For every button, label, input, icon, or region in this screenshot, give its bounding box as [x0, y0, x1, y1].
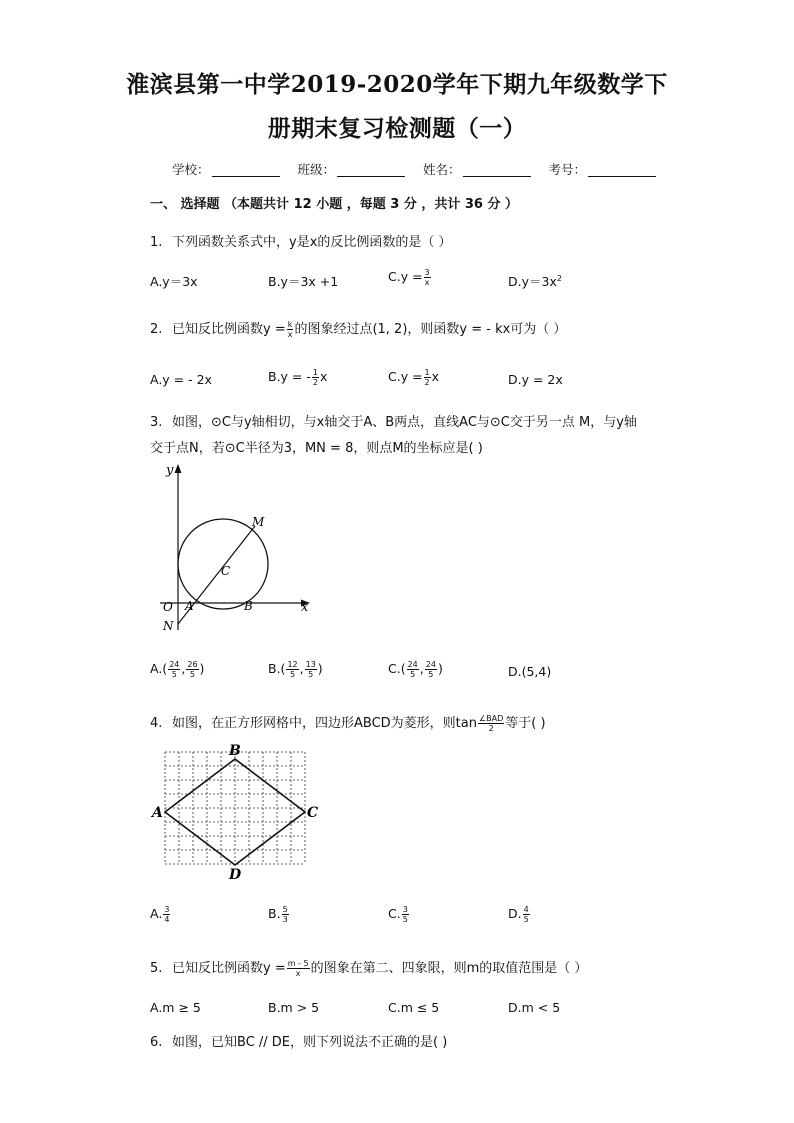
label-b: B — [229, 743, 241, 759]
q2-option-a[interactable]: A.y = - 2x — [150, 372, 212, 387]
fraction — [168, 660, 180, 679]
q5-option-a[interactable]: A.m ≥ 5 — [150, 1000, 201, 1015]
q1-option-d[interactable] — [508, 272, 562, 290]
question-text-post: 的图象经过点(1, 2)，则函数y = - kx可为（ ） — [294, 322, 567, 337]
student-info-row — [172, 160, 670, 178]
label-o: O — [163, 600, 173, 614]
fraction — [407, 660, 419, 679]
name-blank[interactable] — [463, 176, 531, 177]
question-text: 如图，已知BC // DE，则下列说法不正确的是( ) — [172, 1035, 448, 1050]
class-blank[interactable] — [337, 176, 405, 177]
option-text-post: x — [431, 369, 440, 384]
denominator: 2 — [312, 378, 318, 387]
fraction — [478, 714, 504, 733]
q3-option-b[interactable] — [268, 660, 323, 679]
dotted-grid — [165, 752, 305, 864]
numerator: 4 — [523, 905, 529, 914]
numerator: 26 — [187, 660, 198, 669]
option-text: C.y = — [388, 369, 423, 384]
school-blank[interactable] — [212, 176, 280, 177]
question-text-pre: 已知反比例函数y = — [172, 961, 286, 976]
numerator: 3 — [402, 905, 408, 914]
q5-option-b[interactable]: B.m > 5 — [268, 1000, 320, 1015]
numerator: m - 5 — [287, 959, 309, 968]
comma: , — [181, 661, 186, 676]
q4-figure-rhombus-grid — [148, 740, 328, 885]
fraction — [186, 660, 198, 679]
exponent: 2 — [556, 273, 562, 283]
denominator: 5 — [189, 670, 195, 679]
label-n: N — [163, 619, 174, 633]
question-number: 4. — [150, 716, 163, 731]
numerator: 3 — [164, 905, 170, 914]
option-text: C.y = — [388, 269, 423, 284]
denominator: 5 — [523, 915, 529, 924]
denominator: 5 — [410, 670, 416, 679]
close-paren: ) — [317, 661, 323, 676]
fraction — [282, 905, 289, 924]
option-text: A. — [150, 906, 163, 921]
numerator: 24 — [425, 660, 436, 669]
q1-option-c[interactable] — [388, 268, 432, 287]
q3-option-d[interactable]: D.(5,4) — [508, 664, 552, 679]
fraction — [523, 905, 530, 924]
q2-option-b[interactable] — [268, 368, 327, 387]
option-text: B.y = - — [268, 369, 311, 384]
denominator: 2 — [424, 378, 430, 387]
numerator: 24 — [407, 660, 418, 669]
question-number: 2. — [150, 322, 163, 337]
numerator: 12 — [287, 660, 298, 669]
question-3 — [150, 411, 637, 430]
q1-option-a[interactable]: A.y＝3x — [150, 274, 198, 289]
class-label: 班级： — [297, 162, 336, 177]
label-d: D — [229, 867, 242, 883]
label-x: x — [301, 600, 309, 615]
denominator: x — [287, 330, 293, 339]
numerator: 13 — [305, 660, 316, 669]
denominator: 5 — [402, 915, 408, 924]
q3-figure-circle-axes — [150, 458, 320, 636]
q2-option-d[interactable]: D.y = 2x — [508, 372, 563, 387]
q4-option-c[interactable] — [388, 905, 410, 924]
q4-option-d[interactable] — [508, 905, 531, 924]
question-text-line1: 如图，⊙C与y轴相切，与x轴交于A、B两点，直线AC与⊙C交于另一点 M，与y轴 — [172, 415, 637, 430]
option-text: D.y＝3x — [508, 274, 557, 289]
numerator: 1 — [424, 368, 430, 377]
q3-option-a[interactable] — [150, 660, 204, 679]
numerator: 5 — [282, 905, 288, 914]
numerator: 1 — [312, 368, 318, 377]
denominator: 4 — [164, 915, 170, 924]
fraction — [287, 959, 310, 978]
option-text: C. — [388, 906, 401, 921]
option-text: D. — [508, 906, 522, 921]
exam-no-blank[interactable] — [588, 176, 656, 177]
comma: , — [299, 661, 304, 676]
comma: , — [419, 661, 424, 676]
option-text-post: x — [319, 369, 328, 384]
question-text-pre: 已知反比例函数y = — [172, 322, 286, 337]
label-b: B — [244, 599, 253, 613]
denominator: x — [295, 969, 301, 978]
q5-option-d[interactable]: D.m < 5 — [508, 1000, 561, 1015]
question-number: 5. — [150, 961, 163, 976]
q3-option-c[interactable] — [388, 660, 443, 679]
fraction — [287, 320, 294, 339]
numerator: 24 — [169, 660, 180, 669]
question-number: 6. — [150, 1035, 163, 1050]
option-text: B. — [268, 906, 281, 921]
fraction — [286, 660, 298, 679]
page-title-line2: 册期末复习检测题（一） — [267, 115, 527, 142]
label-a: A — [185, 599, 194, 613]
question-text-post: 等于( ) — [505, 716, 546, 731]
label-y: y — [166, 463, 174, 478]
option-text: A.( — [150, 661, 168, 676]
numerator: ∠BAD — [478, 714, 504, 723]
fraction — [424, 368, 431, 387]
fraction — [305, 660, 317, 679]
label-c: C — [221, 564, 231, 578]
close-paren: ) — [199, 661, 205, 676]
question-number: 3. — [150, 415, 163, 430]
fraction — [402, 905, 409, 924]
exam-no-label: 考号： — [548, 162, 587, 177]
question-text-post: 的图象在第二、四象限，则m的取值范围是（ ） — [310, 961, 588, 976]
school-label: 学校： — [172, 162, 210, 177]
fraction — [424, 268, 431, 287]
fraction — [312, 368, 319, 387]
q4-option-a[interactable] — [150, 905, 171, 924]
fraction — [425, 660, 437, 679]
denominator: 5 — [171, 670, 177, 679]
section-heading: 一、 选择题 （本题共计 12 小题 ，每题 3 分 ，共计 36 分 ） — [150, 197, 519, 212]
question-1 — [150, 231, 452, 250]
question-number: 1. — [150, 235, 163, 250]
denominator: 5 — [289, 670, 296, 679]
label-c: C — [307, 805, 319, 821]
y-axis-arrow — [175, 464, 182, 473]
denominator: 3 — [282, 915, 288, 924]
question-text-pre: 如图，在正方形网格中，四边形ABCD为菱形，则tan — [172, 716, 477, 731]
denominator: 2 — [488, 724, 494, 733]
q1-option-b[interactable]: B.y＝3x +1 — [268, 274, 339, 289]
question-3-line2: 交于点N，若⊙C半径为3，MN = 8，则点M的坐标应是( ) — [150, 441, 483, 456]
label-m: M — [252, 515, 265, 529]
denominator: 5 — [308, 670, 314, 679]
question-2 — [150, 318, 566, 339]
option-text: B.( — [268, 661, 286, 676]
question-6 — [150, 1031, 447, 1050]
label-a: A — [152, 805, 163, 821]
fraction — [163, 905, 170, 924]
question-5 — [150, 957, 587, 978]
denominator: 5 — [428, 670, 434, 679]
option-text: C.( — [388, 661, 406, 676]
q4-option-b[interactable] — [268, 905, 290, 924]
page-title-line1: 淮滨县第一中学2019-2020学年下期九年级数学下 — [126, 71, 668, 98]
numerator: k — [287, 320, 293, 329]
q5-option-c[interactable]: C.m ≤ 5 — [388, 1000, 440, 1015]
question-4 — [150, 712, 546, 733]
name-label: 姓名： — [423, 162, 461, 177]
q2-option-c[interactable] — [388, 368, 439, 387]
close-paren: ) — [437, 661, 443, 676]
question-text: 下列函数关系式中，y是x的反比例函数的是（ ） — [172, 235, 452, 250]
numerator: 3 — [424, 268, 430, 277]
denominator: x — [424, 278, 430, 287]
